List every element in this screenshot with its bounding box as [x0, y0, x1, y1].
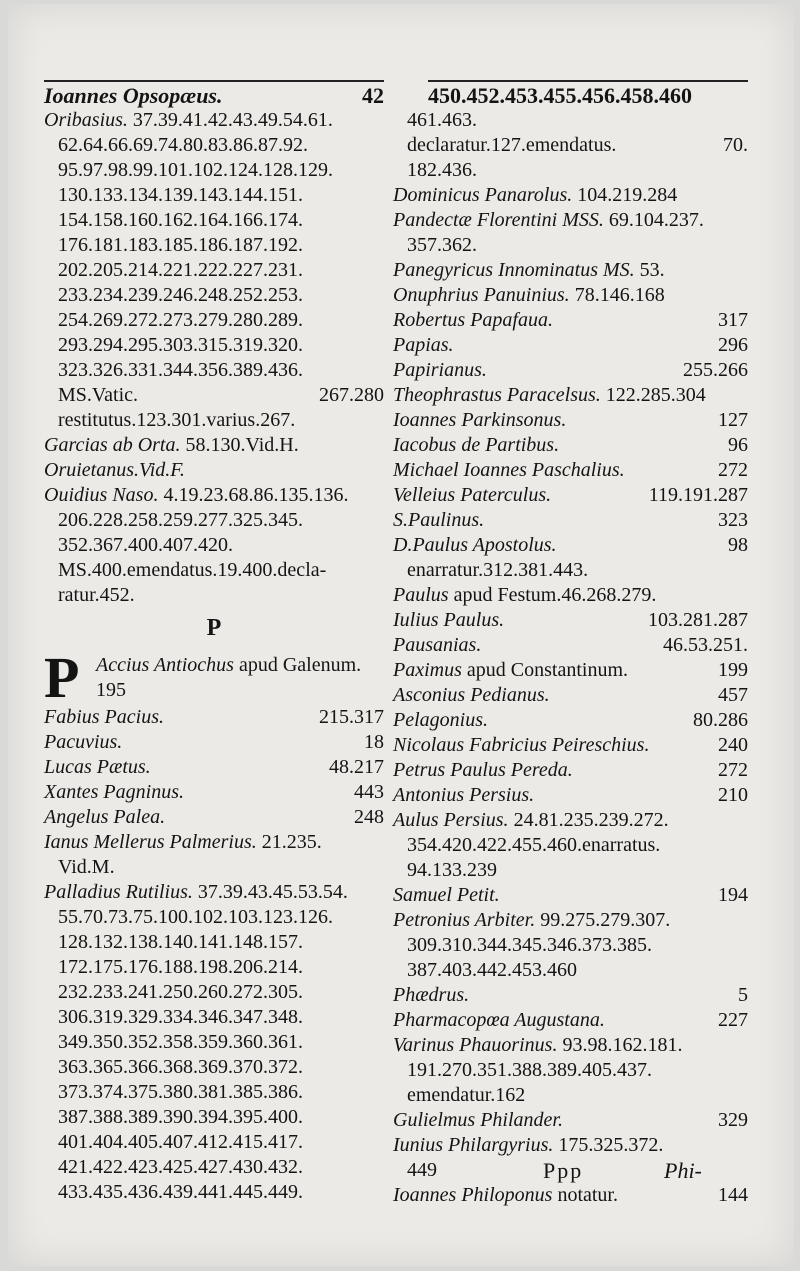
- entry-continuation: 354.420.422.455.460.enarratus.: [407, 834, 661, 856]
- index-entry: [393, 1033, 748, 1058]
- entry-name: Paximus: [393, 659, 462, 681]
- entry-references: 78.146.168: [574, 284, 665, 306]
- entry-references: 21.235.: [261, 831, 322, 853]
- section-letter: P: [206, 615, 222, 641]
- index-entry: [44, 830, 384, 855]
- entry-page-refs: 240: [718, 734, 748, 756]
- entry-name: Oruietanus.Vid.F.: [44, 459, 185, 481]
- entry-continuation: 182.436.: [407, 159, 477, 181]
- entry-page-refs: 46.53.251.: [663, 634, 748, 656]
- entry-continuation: 363.365.366.368.369.370.372.: [58, 1056, 303, 1078]
- entry-references: 69.104.237.: [608, 209, 704, 231]
- entry-name: Oribasius.: [44, 109, 128, 131]
- entry-name: Xantes Pagninus.: [44, 781, 184, 803]
- entry-page-refs: 48.217: [329, 756, 384, 778]
- index-entry: [44, 283, 384, 308]
- entry-name: Onuphrius Panuinius.: [393, 284, 570, 306]
- entry-name: Petronius Arbiter.: [393, 909, 536, 931]
- entry-continuation: Vid.M.: [58, 856, 115, 878]
- entry-name: Pacuvius.: [44, 731, 123, 753]
- index-entry: [44, 1130, 384, 1155]
- entry-name: S.Paulinus.: [393, 509, 485, 531]
- entry-name: Fabius Pacius.: [44, 706, 164, 728]
- entry-continuation: 94.133.239: [407, 859, 497, 881]
- entry-continuation: 62.64.66.69.74.80.83.86.87.92.: [58, 134, 308, 156]
- index-entry: [393, 608, 748, 633]
- entry-page-refs: 272: [718, 759, 748, 781]
- entry-continuation: 176.181.183.185.186.187.192.: [58, 234, 303, 256]
- index-entry: [393, 158, 748, 183]
- index-entry: [44, 880, 384, 905]
- index-entry: [393, 858, 748, 883]
- index-entry: [393, 583, 748, 608]
- entry-name: Nicolaus Fabricius Peireschius.: [393, 734, 650, 756]
- entry-continuation: restitutus.123.301.varius.267.: [58, 409, 296, 431]
- index-entry: [44, 158, 384, 183]
- entry-name: Pelagonius.: [393, 709, 488, 731]
- entry-continuation: 306.319.329.334.346.347.348.: [58, 1006, 303, 1028]
- index-entry: [393, 733, 748, 758]
- entry-continuation: declaratur.127.emendatus.: [407, 134, 617, 156]
- entry-page-refs: 329: [718, 1109, 748, 1131]
- entry-continuation: 357.362.: [407, 234, 477, 256]
- index-entry: [44, 508, 384, 533]
- entry-page-refs: 127: [718, 409, 748, 431]
- drop-cap-letter: P: [44, 645, 80, 710]
- entry-continuation: emendatur.162: [407, 1084, 526, 1106]
- entry-page-refs: 98: [728, 534, 748, 556]
- book-page: [8, 4, 794, 1266]
- index-entry: [393, 283, 748, 308]
- index-entry: [393, 933, 748, 958]
- index-entry: [44, 1180, 384, 1205]
- index-entry: [393, 358, 748, 383]
- entry-name: Velleius Paterculus.: [393, 484, 552, 506]
- index-entry: [44, 183, 384, 208]
- entry-continuation: 309.310.344.345.346.373.385.: [407, 934, 652, 956]
- entry-references: apud Festum.46.268.279.: [453, 584, 657, 606]
- index-entry: [44, 533, 384, 558]
- index-entry: [44, 308, 384, 333]
- index-entry: [393, 333, 748, 358]
- index-entry: [44, 433, 384, 458]
- entry-name: Phædrus.: [393, 984, 470, 1006]
- index-entry: [393, 633, 748, 658]
- running-head-title: Ioannes Opsopæus.: [44, 83, 223, 108]
- entry-name: Lucas Pætus.: [44, 756, 151, 778]
- left-column: [44, 108, 384, 1205]
- entry-page-refs: 248: [354, 806, 384, 828]
- entry-continuation: 232.233.241.250.260.272.305.: [58, 981, 303, 1003]
- index-entry: [44, 905, 384, 930]
- entry-name: Paulus: [393, 584, 449, 606]
- entry-page-refs: 199: [718, 659, 748, 681]
- entry-name: Samuel Petit.: [393, 884, 500, 906]
- entry-name: Gulielmus Philander.: [393, 1109, 563, 1131]
- entry-references: 104.219.284: [577, 184, 678, 206]
- index-entry: [44, 1030, 384, 1055]
- entry-references: 93.98.162.181.: [562, 1034, 683, 1056]
- index-entry: [44, 333, 384, 358]
- dropcap-name: Accius Antiochus: [96, 654, 234, 676]
- entry-page-refs: 215.317: [319, 706, 384, 728]
- index-entry: [393, 458, 748, 483]
- index-entry: [393, 908, 748, 933]
- index-entry: [393, 383, 748, 408]
- entry-page-refs: 255.266: [683, 359, 748, 381]
- entry-references: apud Constantinum.: [466, 659, 628, 681]
- index-entry: [44, 233, 384, 258]
- index-entry: [44, 383, 384, 408]
- entry-name: Michael Ioannes Paschalius.: [393, 459, 625, 481]
- index-entry: [393, 258, 748, 283]
- entry-page-refs: 296: [718, 334, 748, 356]
- index-entry: [393, 1108, 748, 1133]
- entry-page-refs: 210: [718, 784, 748, 806]
- entry-name: Palladius Rutilius.: [44, 881, 193, 903]
- index-entry: [44, 855, 384, 880]
- index-entry: [393, 683, 748, 708]
- dropcap-entry: [44, 645, 384, 710]
- entry-name: Ianus Mellerus Palmerius.: [44, 831, 257, 853]
- entry-continuation: 254.269.272.273.279.280.289.: [58, 309, 303, 331]
- entry-continuation: 461.463.: [407, 109, 477, 131]
- running-head-left: [44, 80, 384, 110]
- signature-mark: Ppp: [543, 1158, 584, 1183]
- dropcap-text: apud Galenum.: [238, 654, 362, 676]
- index-entry: [393, 433, 748, 458]
- entry-name: Pandectæ Florentini MSS.: [393, 209, 604, 231]
- index-entry: [44, 1105, 384, 1130]
- entry-name: Theophrastus Paracelsus.: [393, 384, 601, 406]
- entry-references: 37.39.43.45.53.54.: [197, 881, 348, 903]
- index-entry: [393, 208, 748, 233]
- entry-page-refs: 457: [718, 684, 748, 706]
- index-entry: [393, 408, 748, 433]
- entry-name: Panegyricus Innominatus MS.: [393, 259, 635, 281]
- entry-continuation: 387.388.389.390.394.395.400.: [58, 1106, 303, 1128]
- entry-continuation: 373.374.375.380.381.385.386.: [58, 1081, 303, 1103]
- entry-page-refs: 96: [728, 434, 748, 456]
- index-entry: [44, 483, 384, 508]
- index-entry: [44, 458, 384, 483]
- index-entry: [393, 783, 748, 808]
- entry-continuation: 293.294.295.303.315.319.320.: [58, 334, 303, 356]
- entry-continuation: 401.404.405.407.412.415.417.: [58, 1131, 303, 1153]
- entry-continuation: 323.326.331.344.356.389.436.: [58, 359, 303, 381]
- entry-continuation: 387.403.442.453.460: [407, 959, 577, 981]
- entry-page-refs: 227: [718, 1009, 748, 1031]
- index-entry: [393, 1008, 748, 1033]
- entry-name: Angelus Palea.: [44, 806, 166, 828]
- entry-name: Ioannes Parkinsonus.: [393, 409, 567, 431]
- entry-continuation: 352.367.400.407.420.: [58, 534, 233, 556]
- index-entry: [393, 483, 748, 508]
- entry-references: 24.81.235.239.272.: [513, 809, 669, 831]
- entry-name: D.Paulus Apostolus.: [393, 534, 557, 556]
- index-entry: [44, 930, 384, 955]
- index-entry: [44, 208, 384, 233]
- index-entry: [393, 808, 748, 833]
- index-entry: [44, 780, 384, 805]
- entry-page-refs: 103.281.287: [648, 609, 748, 631]
- entry-page-refs: 317: [718, 309, 748, 331]
- entry-name: Papirianus.: [393, 359, 487, 381]
- index-entry: [44, 358, 384, 383]
- entry-references: 99.275.279.307.: [540, 909, 671, 931]
- entry-continuation: MS.400.emendatus.19.400.decla-: [58, 559, 327, 581]
- entry-name: Garcias ab Orta.: [44, 434, 181, 456]
- entry-references: 37.39.41.42.43.49.54.61.: [132, 109, 333, 131]
- index-entry: [44, 1080, 384, 1105]
- entry-references: 175.325.372.: [558, 1134, 664, 1156]
- catchword: Phi-: [664, 1158, 702, 1183]
- index-entry: [44, 108, 384, 133]
- entry-name: Ioannes Philoponus: [393, 1184, 553, 1206]
- entry-name: Papias.: [393, 334, 454, 356]
- index-entry: [393, 1183, 748, 1208]
- entry-name: Petrus Paulus Pereda.: [393, 759, 573, 781]
- index-entry: [393, 1083, 748, 1108]
- index-entry: [393, 233, 748, 258]
- entry-continuation: 191.270.351.388.389.405.437.: [407, 1059, 652, 1081]
- index-entry: [44, 1055, 384, 1080]
- entry-name: Antonius Persius.: [393, 784, 535, 806]
- index-entry: [44, 558, 384, 583]
- right-column: [393, 108, 748, 1208]
- running-head-numbers: 450.452.453.455.456.458.460: [428, 83, 692, 108]
- entry-page-refs: 267.280: [319, 384, 384, 406]
- entry-references: 53.: [639, 259, 665, 281]
- entry-continuation: 433.435.436.439.441.445.449.: [58, 1181, 303, 1203]
- index-entry: [44, 755, 384, 780]
- entry-continuation: 154.158.160.162.164.166.174.: [58, 209, 303, 231]
- running-head-right: [428, 80, 748, 110]
- entry-references: 4.19.23.68.86.135.136.: [163, 484, 349, 506]
- index-entry: [44, 133, 384, 158]
- entry-name: Ouidius Naso.: [44, 484, 159, 506]
- index-entry: [44, 980, 384, 1005]
- index-entry: [393, 983, 748, 1008]
- entry-name: Iunius Philargyrius.: [393, 1134, 554, 1156]
- entry-page-refs: 70.: [723, 134, 748, 156]
- index-entry: [393, 658, 748, 683]
- index-entry: [393, 108, 748, 133]
- entry-continuation: 449: [407, 1159, 437, 1181]
- entry-continuation: 233.234.239.246.248.252.253.: [58, 284, 303, 306]
- index-entry: [393, 1058, 748, 1083]
- index-entry: [44, 583, 384, 608]
- entry-continuation: 421.422.423.425.427.430.432.: [58, 1156, 303, 1178]
- entry-continuation: 202.205.214.221.222.227.231.: [58, 259, 303, 281]
- entry-name: Varinus Phauorinus.: [393, 1034, 558, 1056]
- entry-page-refs: 323: [718, 509, 748, 531]
- entry-continuation: 172.175.176.188.198.206.214.: [58, 956, 303, 978]
- entry-page-refs: 443: [354, 781, 384, 803]
- entry-name: Dominicus Panarolus.: [393, 184, 573, 206]
- entry-continuation: ratur.452.: [58, 584, 135, 606]
- entry-continuation: 349.350.352.358.359.360.361.: [58, 1031, 303, 1053]
- entry-page-refs: 272: [718, 459, 748, 481]
- index-entry: [44, 1005, 384, 1030]
- entry-name: Aulus Persius.: [393, 809, 509, 831]
- entry-continuation: 55.70.73.75.100.102.103.123.126.: [58, 906, 333, 928]
- index-entry: [44, 805, 384, 830]
- entry-name: Pharmacopœa Augustana.: [393, 1009, 605, 1031]
- entry-name: Pausanias.: [393, 634, 482, 656]
- entry-name: Robertus Papafaua.: [393, 309, 553, 331]
- entry-continuation: 95.97.98.99.101.102.124.128.129.: [58, 159, 333, 181]
- entry-page-refs: 18: [364, 731, 384, 753]
- entry-references: 122.285.304: [605, 384, 706, 406]
- index-entry: [44, 258, 384, 283]
- entry-page-refs: 144: [718, 1184, 748, 1206]
- entry-page-refs: 80.286: [693, 709, 748, 731]
- index-entry: [393, 508, 748, 533]
- index-entry: [44, 705, 384, 730]
- entry-continuation: 128.132.138.140.141.148.157.: [58, 931, 303, 953]
- index-entry: [393, 708, 748, 733]
- index-entry: [44, 1155, 384, 1180]
- index-entry: [44, 955, 384, 980]
- entry-page-refs: 119.191.287: [648, 484, 748, 506]
- index-entry: [44, 408, 384, 433]
- entry-continuation: MS.Vatic.: [58, 384, 138, 406]
- entry-continuation: 206.228.258.259.277.325.345.: [58, 509, 303, 531]
- index-entry: [393, 958, 748, 983]
- entry-continuation: 130.133.134.139.143.144.151.: [58, 184, 303, 206]
- index-entry: [393, 883, 748, 908]
- index-entry: [393, 183, 748, 208]
- entry-page-refs: 5: [738, 984, 748, 1006]
- entry-references: notatur.: [557, 1184, 618, 1206]
- index-entry: [393, 758, 748, 783]
- entry-name: Iulius Paulus.: [393, 609, 505, 631]
- entry-page-refs: 194: [718, 884, 748, 906]
- index-entry: [393, 133, 748, 158]
- page-number: 42: [362, 83, 384, 108]
- index-entry: [393, 533, 748, 558]
- index-entry: [393, 558, 748, 583]
- index-entry: [393, 833, 748, 858]
- entry-name: Iacobus de Partibus.: [393, 434, 560, 456]
- entry-references: 58.130.Vid.H.: [185, 434, 299, 456]
- index-entry: [44, 730, 384, 755]
- index-entry: [393, 308, 748, 333]
- entry-name: Asconius Pedianus.: [393, 684, 550, 706]
- index-entry: [393, 1133, 748, 1158]
- dropcap-line2: 195: [96, 679, 126, 701]
- entry-continuation: enarratur.312.381.443.: [407, 559, 589, 581]
